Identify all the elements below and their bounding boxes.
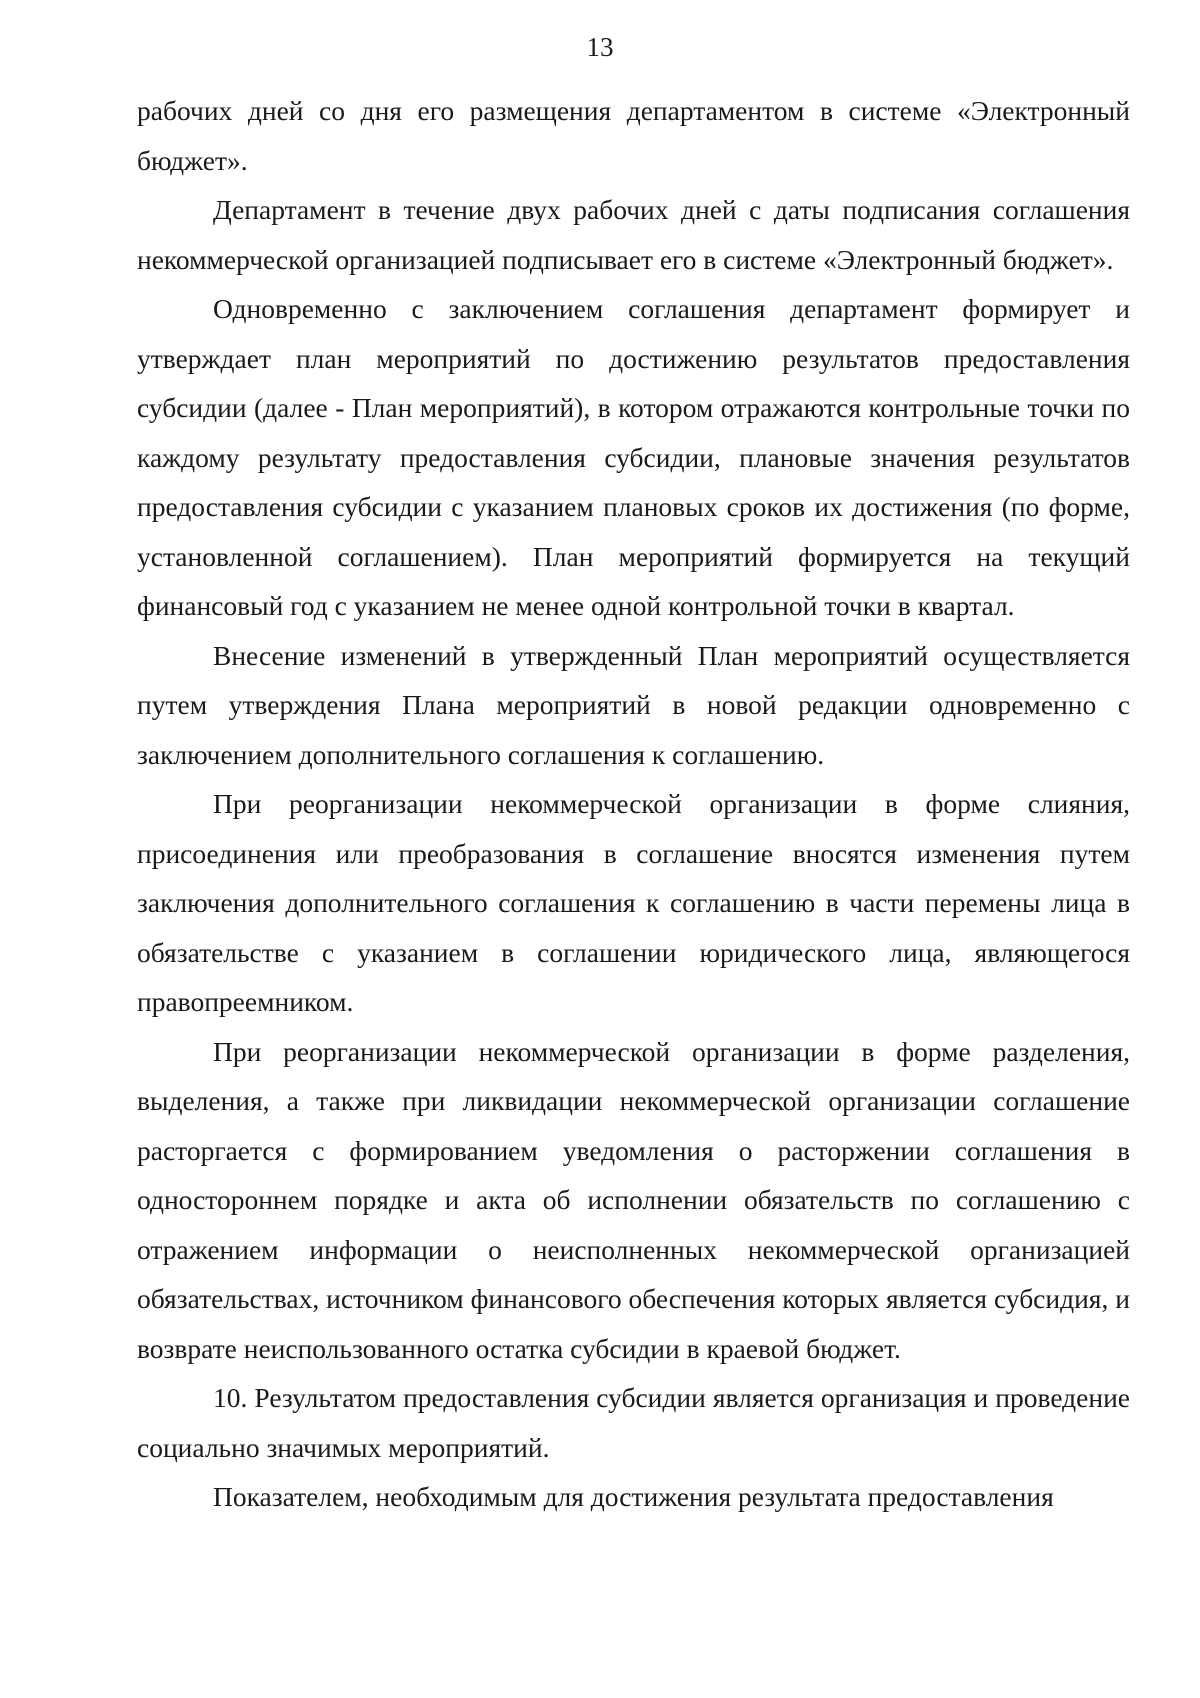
- paragraph-item-10: 10. Результатом предоставления субсидии является организация и проведение социально значимых мероприятий.: [137, 1382, 1130, 1463]
- paragraph: Внесение изменений в утвержденный План мероприятий осуществляется путем утверждения Плана мероприятий в новой редакции одновременно с заключением дополнительного соглашения к соглашению.: [137, 639, 1130, 770]
- paragraph-continuation: рабочих дней со дня его размещения департаментом в системе «Электронный бюджет».: [137, 95, 1130, 176]
- paragraph: Показателем, необходимым для достижения результата предоставления: [213, 1481, 1054, 1512]
- document-body: [137, 86, 1130, 1522]
- page-number: 13: [586, 32, 614, 62]
- paragraph: При реорганизации некоммерческой организации в форме разделения, выделения, а также при ликвидации некоммерческой организации соглашение расторгается с формированием уведомления о расторжении соглашения в одностороннем порядке и акта об исполнении обязательств по соглашению с отражением информации о неисполненных некоммерческой организацией обязательствах, источником финансового обеспечения которых является субсидия, и возврате неиспользованного остатка субсидии в краевой бюджет.: [137, 1035, 1130, 1364]
- paragraph: Департамент в течение двух рабочих дней с даты подписания соглашения некоммерческой организацией подписывает его в системе «Электронный бюджет».: [137, 194, 1130, 275]
- paragraph: При реорганизации некоммерческой организации в форме слияния, присоединения или преобразования в соглашение вносятся изменения путем заключения дополнительного соглашения к соглашению в части перемены лица в обязательстве с указанием в соглашении юридического лица, являющегося правопреемником.: [137, 788, 1130, 1017]
- paragraph: Одновременно с заключением соглашения департамент формирует и утверждает план мероприятий по достижению результатов предоставления субсидии (далее - План мероприятий), в котором отражаются контрольные точки по каждому результату предоставления субсидии, плановые значения результатов предоставления субсидии с указанием плановых сроков их достижения (по форме, установленной соглашением). План мероприятий формируется на текущий финансовый год с указанием не менее одной контрольной точки в квартал.: [137, 293, 1130, 621]
